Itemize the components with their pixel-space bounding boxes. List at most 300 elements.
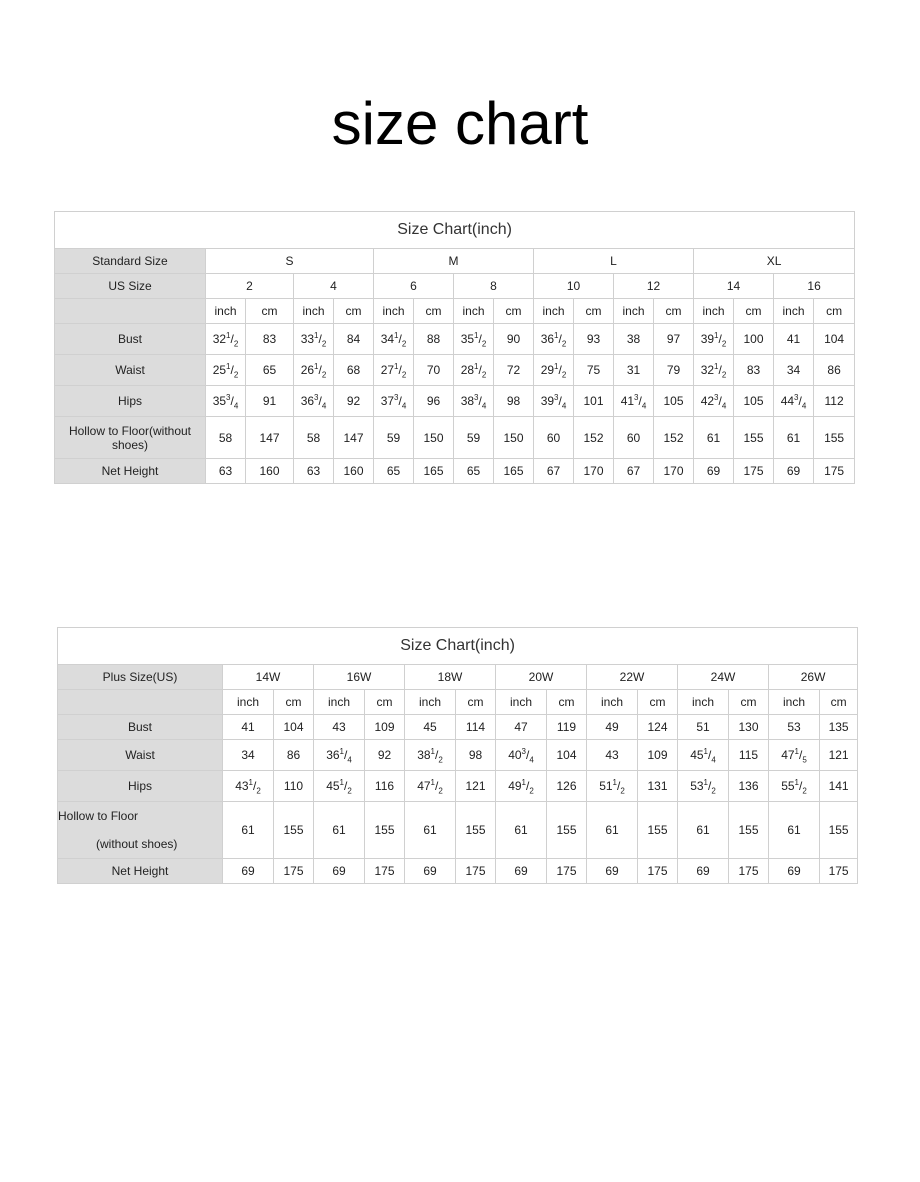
- us-size-row: [55, 274, 855, 299]
- denominator: 2: [561, 339, 567, 349]
- cm-value-cell: [456, 715, 496, 740]
- numerator: 1: [394, 331, 399, 340]
- value-text: 150: [503, 430, 524, 445]
- fraction-value: [540, 331, 567, 349]
- value-text: 49: [605, 720, 619, 734]
- us-size-label: US Size: [55, 274, 206, 299]
- row-label-text: Waist: [115, 363, 145, 377]
- whole-number: 34: [380, 332, 395, 346]
- value-text: 155: [283, 823, 304, 837]
- unit-inch-header: inch: [454, 299, 494, 324]
- us-size-header: 14: [694, 274, 774, 299]
- fraction-slash: /: [799, 748, 803, 762]
- value-text: 175: [374, 864, 395, 878]
- inch-value-cell: [774, 417, 814, 459]
- fraction-slash: /: [526, 748, 530, 762]
- numerator: 3: [794, 393, 799, 402]
- cm-value-cell: [414, 355, 454, 386]
- denominator: 2: [711, 786, 716, 796]
- unit-inch-header: inch: [223, 690, 274, 715]
- whole-number: 49: [508, 779, 522, 793]
- inch-value-cell: [374, 324, 414, 355]
- value-text: 175: [283, 864, 304, 878]
- inch-value-cell: [223, 802, 274, 859]
- cm-value-cell: [414, 386, 454, 417]
- cm-value-cell: [414, 324, 454, 355]
- row-label: [58, 740, 223, 771]
- whole-number: 38: [417, 748, 431, 762]
- row-label: [55, 386, 206, 417]
- cm-value-cell: [334, 417, 374, 459]
- value-text: 170: [663, 464, 684, 478]
- fraction-value: [300, 393, 327, 411]
- unit-inch-header: inch: [496, 690, 547, 715]
- fraction-slash: /: [638, 394, 642, 408]
- value-text: 124: [647, 720, 668, 734]
- value-text: 98: [468, 748, 483, 762]
- unit-inch-header: inch: [694, 299, 734, 324]
- fraction-slash: /: [799, 779, 803, 793]
- unit-inch-header: inch: [294, 299, 334, 324]
- unit-cm-header: cm: [820, 690, 858, 715]
- value-text: 160: [259, 464, 280, 478]
- measurement-row: [55, 459, 855, 484]
- measurement-row: [55, 324, 855, 355]
- value-text: 31: [626, 363, 641, 377]
- denominator: 4: [721, 401, 727, 411]
- inch-value-cell: [223, 715, 274, 740]
- inch-value-cell: [769, 740, 820, 771]
- value-text: 170: [583, 464, 604, 478]
- cm-value-cell: [574, 324, 614, 355]
- whole-number: 39: [540, 394, 555, 408]
- value-text: 105: [743, 394, 764, 408]
- inch-value-cell: [294, 324, 334, 355]
- cm-value-cell: [246, 459, 294, 484]
- us-size-header: 10: [534, 274, 614, 299]
- inch-value-cell: [454, 324, 494, 355]
- cm-value-cell: [574, 355, 614, 386]
- cm-value-cell: [638, 771, 678, 802]
- value-text: 130: [738, 720, 759, 734]
- value-text: 116: [374, 779, 395, 793]
- value-text: 155: [465, 823, 486, 837]
- unit-cm-header: cm: [574, 299, 614, 324]
- whole-number: 33: [300, 332, 315, 346]
- inch-value-cell: [694, 355, 734, 386]
- cm-value-cell: [365, 859, 405, 884]
- unit-inch-header: inch: [614, 299, 654, 324]
- numerator: 1: [248, 778, 253, 787]
- value-text: 115: [738, 748, 759, 762]
- inch-value-cell: [454, 386, 494, 417]
- value-text: 112: [824, 394, 844, 408]
- cm-value-cell: [246, 355, 294, 386]
- us-size-header: 6: [374, 274, 454, 299]
- value-text: 51: [696, 720, 710, 734]
- inch-value-cell: [678, 715, 729, 740]
- whole-number: 32: [700, 363, 715, 377]
- value-text: 155: [738, 823, 759, 837]
- fraction-slash: /: [718, 394, 722, 408]
- numerator: 1: [430, 778, 435, 787]
- fraction-slash: /: [435, 748, 439, 762]
- value-text: 150: [423, 430, 444, 445]
- denominator: 2: [256, 786, 261, 796]
- inch-value-cell: [223, 859, 274, 884]
- cm-value-cell: [456, 740, 496, 771]
- inch-value-cell: [678, 740, 729, 771]
- value-text: 69: [332, 864, 346, 878]
- value-text: 79: [666, 363, 681, 377]
- whole-number: 47: [781, 748, 795, 762]
- whole-number: 42: [700, 394, 715, 408]
- value-text: 105: [663, 394, 684, 408]
- fraction-value: [620, 393, 647, 411]
- inch-value-cell: [496, 771, 547, 802]
- measurement-row: [58, 802, 858, 859]
- inch-value-cell: [774, 324, 814, 355]
- cm-value-cell: [365, 771, 405, 802]
- value-text: 104: [556, 748, 577, 762]
- value-text: 91: [262, 394, 277, 408]
- numerator: 1: [703, 778, 708, 787]
- unit-cm-header: cm: [814, 299, 855, 324]
- fraction-value: [212, 331, 239, 349]
- denominator: 2: [620, 786, 625, 796]
- cm-value-cell: [654, 386, 694, 417]
- value-text: 147: [259, 430, 280, 445]
- whole-number: 55: [781, 779, 795, 793]
- unit-inch-header: inch: [587, 690, 638, 715]
- value-text: 126: [556, 779, 577, 793]
- value-text: 72: [506, 363, 521, 377]
- numerator: 3: [226, 393, 231, 402]
- whole-number: 32: [212, 332, 227, 346]
- inch-value-cell: [678, 802, 729, 859]
- inch-value-cell: [614, 386, 654, 417]
- inch-value-cell: [405, 715, 456, 740]
- row-label-text: Bust: [117, 332, 142, 346]
- value-text: 47: [514, 720, 528, 734]
- value-text: 175: [556, 864, 577, 878]
- fraction-slash: /: [230, 363, 234, 377]
- whole-number: 45: [326, 779, 340, 793]
- whole-number: 36: [326, 748, 340, 762]
- whole-number: 25: [212, 363, 227, 377]
- denominator: 2: [438, 755, 443, 765]
- whole-number: 47: [417, 779, 431, 793]
- cm-value-cell: [814, 324, 855, 355]
- value-text: 175: [647, 864, 668, 878]
- fraction-value: [235, 778, 261, 796]
- cm-value-cell: [274, 771, 314, 802]
- inch-value-cell: [694, 386, 734, 417]
- cm-value-cell: [820, 859, 858, 884]
- table-caption: Size Chart(inch): [58, 628, 858, 665]
- plus-size-row: [58, 665, 858, 690]
- unit-cm-header: cm: [547, 690, 587, 715]
- inch-value-cell: [496, 859, 547, 884]
- value-text: 136: [738, 779, 759, 793]
- value-text: 175: [738, 864, 759, 878]
- cm-value-cell: [574, 459, 614, 484]
- value-text: 86: [286, 748, 301, 762]
- plus-size-header: 20W: [496, 665, 587, 690]
- inch-value-cell: [614, 417, 654, 459]
- measurement-row: [55, 417, 855, 459]
- value-text: 69: [696, 864, 710, 878]
- denominator: 2: [401, 370, 407, 380]
- denominator: 2: [233, 339, 239, 349]
- us-size-header: 8: [454, 274, 534, 299]
- denominator: 4: [347, 755, 352, 765]
- inch-value-cell: [534, 386, 574, 417]
- value-text: 34: [241, 748, 255, 762]
- measurement-row: [58, 859, 858, 884]
- cm-value-cell: [734, 324, 774, 355]
- value-text: 69: [241, 864, 255, 878]
- unit-inch-header: inch: [314, 690, 365, 715]
- measurement-row: [55, 355, 855, 386]
- numerator: 3: [521, 747, 526, 756]
- numerator: 1: [554, 362, 559, 371]
- inch-value-cell: [294, 417, 334, 459]
- standard-size-label: Standard Size: [55, 249, 206, 274]
- cm-value-cell: [414, 417, 454, 459]
- denominator: 2: [401, 339, 407, 349]
- cm-value-cell: [734, 459, 774, 484]
- value-text: 121: [465, 779, 486, 793]
- value-text: 61: [786, 430, 801, 445]
- fraction-slash: /: [230, 394, 234, 408]
- fraction-slash: /: [344, 748, 348, 762]
- inch-value-cell: [206, 355, 246, 386]
- unit-cm-header: cm: [365, 690, 405, 715]
- row-label: [58, 802, 223, 859]
- numerator: 3: [314, 393, 319, 402]
- numerator: 3: [474, 393, 479, 402]
- cm-value-cell: [334, 459, 374, 484]
- unit-row: [55, 299, 855, 324]
- table-caption: Size Chart(inch): [55, 212, 855, 249]
- inch-value-cell: [769, 859, 820, 884]
- fraction-slash: /: [398, 394, 402, 408]
- denominator: 2: [321, 339, 327, 349]
- value-text: 60: [546, 430, 561, 445]
- cm-value-cell: [494, 459, 534, 484]
- numerator: 1: [314, 331, 319, 340]
- cm-value-cell: [334, 386, 374, 417]
- inch-value-cell: [587, 802, 638, 859]
- value-text: 43: [605, 748, 619, 762]
- fraction-slash: /: [617, 779, 621, 793]
- fraction-value: [417, 747, 443, 765]
- inch-value-cell: [534, 459, 574, 484]
- fraction-value: [508, 747, 534, 765]
- numerator: 1: [554, 331, 559, 340]
- inch-value-cell: [374, 417, 414, 459]
- inch-value-cell: [614, 355, 654, 386]
- cm-value-cell: [574, 417, 614, 459]
- denominator: 4: [711, 755, 716, 765]
- denominator: 2: [481, 339, 487, 349]
- inch-value-cell: [206, 386, 246, 417]
- standard-size-m: M: [374, 249, 534, 274]
- row-label-text: Hips: [127, 779, 152, 793]
- cm-value-cell: [654, 459, 694, 484]
- inch-value-cell: [314, 771, 365, 802]
- value-text: 61: [605, 823, 619, 837]
- value-text: 65: [466, 464, 481, 478]
- whole-number: 45: [690, 748, 704, 762]
- value-text: 152: [583, 430, 604, 445]
- unit-inch-header: inch: [534, 299, 574, 324]
- cm-value-cell: [638, 740, 678, 771]
- value-text: 58: [218, 430, 233, 445]
- inch-value-cell: [587, 771, 638, 802]
- cm-value-cell: [414, 459, 454, 484]
- denominator: 2: [481, 370, 487, 380]
- fraction-value: [326, 747, 352, 765]
- numerator: 1: [339, 778, 344, 787]
- inch-value-cell: [534, 324, 574, 355]
- page-title: size chart: [331, 90, 589, 157]
- value-text: 101: [583, 394, 604, 408]
- whole-number: 43: [235, 779, 249, 793]
- inch-value-cell: [496, 802, 547, 859]
- fraction-value: [690, 778, 716, 796]
- inch-value-cell: [694, 324, 734, 355]
- fraction-value: [599, 778, 625, 796]
- row-label-text: Hollow to Floor(without shoes): [68, 423, 192, 452]
- whole-number: 35: [212, 394, 227, 408]
- value-text: 69: [605, 864, 619, 878]
- inch-value-cell: [206, 417, 246, 459]
- inch-value-cell: [294, 355, 334, 386]
- row-label: [58, 715, 223, 740]
- cm-value-cell: [365, 715, 405, 740]
- fraction-value: [700, 362, 727, 380]
- unit-cm-header: cm: [638, 690, 678, 715]
- cm-value-cell: [547, 715, 587, 740]
- cm-value-cell: [734, 417, 774, 459]
- numerator: 1: [794, 747, 799, 756]
- fraction-slash: /: [558, 332, 562, 346]
- plus-size-header: 24W: [678, 665, 769, 690]
- fraction-slash: /: [798, 394, 802, 408]
- fraction-value: [460, 362, 487, 380]
- measurement-row: [58, 740, 858, 771]
- fraction-slash: /: [708, 748, 712, 762]
- value-text: 141: [828, 779, 849, 793]
- value-text: 65: [262, 363, 277, 377]
- value-text: 61: [241, 823, 255, 837]
- fraction-value: [540, 393, 567, 411]
- unit-inch-header: inch: [405, 690, 456, 715]
- numerator: 1: [521, 778, 526, 787]
- unit-cm-header: cm: [274, 690, 314, 715]
- us-size-header: 2: [206, 274, 294, 299]
- value-text: 155: [374, 823, 395, 837]
- denominator: 2: [233, 370, 239, 380]
- value-text: 84: [346, 332, 361, 346]
- row-label-text: Bust: [127, 720, 152, 734]
- value-text: 88: [426, 332, 441, 346]
- row-label-text: Net Height: [111, 864, 169, 878]
- whole-number: 40: [508, 748, 522, 762]
- value-text: 83: [262, 332, 277, 346]
- cm-value-cell: [246, 324, 294, 355]
- value-text: 83: [746, 363, 761, 377]
- unit-inch-header: inch: [374, 299, 414, 324]
- standard-size-s: S: [206, 249, 374, 274]
- value-text: 34: [786, 363, 801, 377]
- cm-value-cell: [274, 740, 314, 771]
- denominator: 2: [721, 370, 727, 380]
- value-text: 92: [346, 394, 361, 408]
- unit-inch-header: inch: [678, 690, 729, 715]
- denominator: 2: [321, 370, 327, 380]
- inch-value-cell: [496, 715, 547, 740]
- value-text: 61: [696, 823, 710, 837]
- fraction-value: [326, 778, 352, 796]
- fraction-slash: /: [318, 363, 322, 377]
- cm-value-cell: [638, 802, 678, 859]
- value-text: 160: [343, 464, 364, 478]
- row-label-line: (without shoes): [96, 837, 178, 851]
- fraction-slash: /: [478, 394, 482, 408]
- value-text: 63: [218, 464, 233, 478]
- value-text: 69: [786, 464, 801, 478]
- value-text: 119: [556, 720, 577, 734]
- value-text: 63: [306, 464, 321, 478]
- value-text: 90: [506, 332, 521, 346]
- value-text: 104: [283, 720, 304, 734]
- value-text: 155: [828, 823, 849, 837]
- inch-value-cell: [206, 459, 246, 484]
- standard-size-xl: XL: [694, 249, 855, 274]
- fraction-value: [690, 747, 716, 765]
- value-text: 67: [626, 464, 641, 478]
- fraction-slash: /: [398, 363, 402, 377]
- whole-number: 37: [380, 394, 395, 408]
- fraction-slash: /: [318, 332, 322, 346]
- denominator: 2: [529, 786, 534, 796]
- cm-value-cell: [638, 859, 678, 884]
- inch-value-cell: [587, 740, 638, 771]
- unit-inch-header: inch: [774, 299, 814, 324]
- plus-size-label: Plus Size(US): [58, 665, 223, 690]
- numerator: 1: [703, 747, 708, 756]
- row-label: [55, 459, 206, 484]
- inch-value-cell: [678, 771, 729, 802]
- cm-value-cell: [654, 355, 694, 386]
- inch-value-cell: [314, 859, 365, 884]
- us-size-header: 4: [294, 274, 374, 299]
- inch-value-cell: [769, 715, 820, 740]
- row-label-text: Waist: [125, 748, 155, 762]
- fraction-value: [700, 331, 727, 349]
- unit-inch-header: inch: [769, 690, 820, 715]
- unit-cm-header: cm: [729, 690, 769, 715]
- value-text: 45: [423, 720, 437, 734]
- row-label-text: Net Height: [101, 464, 159, 478]
- numerator: 1: [474, 331, 479, 340]
- value-text: 131: [647, 779, 668, 793]
- numerator: 1: [394, 362, 399, 371]
- cm-value-cell: [456, 802, 496, 859]
